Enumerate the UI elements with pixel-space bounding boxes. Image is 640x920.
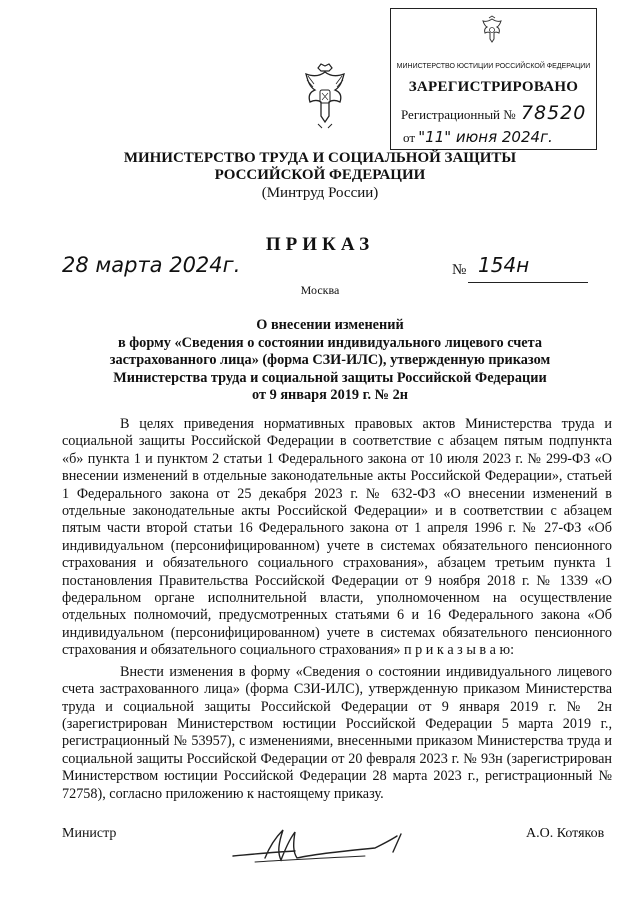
order-date-handwritten: 28 марта 2024г. [62, 253, 241, 277]
order-number-label: № [452, 262, 467, 278]
signatory-name: А.О. Котяков [526, 826, 605, 841]
document-title [60, 317, 600, 405]
stamp-date-value: "11" июня 2024г. [418, 128, 553, 146]
order-number-handwritten: 154н [478, 253, 530, 277]
stamp-ministry: МИНИСТЕРСТВО ЮСТИЦИИ РОССИЙСКОЙ ФЕДЕРАЦИИ [396, 63, 591, 70]
title-line-3: застрахованного лица» (форма СЗИ-ИЛС), утвержденную приказом [109, 352, 551, 368]
ministry-name-line2: РОССИЙСКОЙ ФЕДЕРАЦИИ [214, 167, 426, 183]
title-line-2: в форму «Сведения о состоянии индивидуального лицевого счета [117, 334, 543, 351]
registration-stamp [390, 8, 597, 150]
stamp-regnum-value: 78520 [520, 102, 587, 124]
body-paragraph-1: В целях приведения нормативных правовых актов Министерства труда и социальной защиты Российской Федерации в соответствие с абзацем пятым подпункта «б» пункта 1 и пунктом 2 статьи 1 Федерального закона от 10 июля 2023 г. № 299-ФЗ «О внесении изменений в отдельные законодательные акты Российской Федерации», статьей 1 Федерального закона от 25 декабря 2023 г. № 632-ФЗ «О внесении изменений в отдельные законодательные акты Российской Федерации» и в соответствии с абзацем пятым части второй статьи 16 Федерального закона от 1 апреля 1996 г. № 27-ФЗ «Об индивидуальном (персонифицированном) учете в системах обязательного пенсионного страхования и обязательного социального страхования», абзацем третьим пункта 1 постановления Правительства Российской Федерации от 9 ноября 2018 г. № 1339 «О федеральном органе исполнительной власти, уполномоченном на осуществление отдельных полномочий, предусмотренных статьями 6 и 16 Федерального закона «Об индивидуальном (персонифицированном) учете в системах обязательного пенсионного страхования и обязательного социального страхования» п р и к а з ы в а ю: [62, 416, 612, 659]
stamp-registered: ЗАРЕГИСТРИРОВАНО [408, 79, 579, 95]
stamp-regnum-row [401, 102, 586, 124]
ministry-short-name: (Минтруд России) [261, 185, 379, 201]
title-line-4: Министерства труда и социальной защиты Российской Федерации [113, 369, 547, 386]
document-type: ПРИКАЗ [265, 234, 375, 255]
signatory-role: Министр [62, 826, 117, 841]
body-paragraph-2: Внести изменения в форму «Сведения о состоянии индивидуального лицевого счета застрахованного лица» (форма СЗИ-ИЛС), утвержденную приказом Министерства труда и социальной защиты Российской Федерации от 9 января 2019 г. № 2н (зарегистрирован Министерством юстиции Российской Федерации 5 марта 2019 г., регистрационный № 53957), с изменениями, внесенными приказом Министерства труда и социальной защиты Российской Федерации от 20 февраля 2023 г. № 93н (зарегистрирован Министерством юстиции Российской Федерации 28 марта 2023 г., регистрационный № 72758), согласно приложению к настоящему приказу. [62, 663, 612, 802]
city: Москва [300, 283, 340, 297]
ministry-name-line1: МИНИСТЕРСТВО ТРУДА И СОЦИАЛЬНОЙ ЗАЩИТЫ [123, 150, 517, 166]
stamp-date-prefix: от [403, 130, 416, 145]
handwritten-signature [225, 818, 425, 868]
stamp-date-row [403, 128, 553, 146]
title-line-1: О внесении изменений [256, 317, 404, 333]
title-line-5: от 9 января 2019 г. № 2н [252, 387, 408, 403]
coat-of-arms-icon [300, 62, 350, 132]
stamp-coat-of-arms-icon [477, 15, 507, 45]
document-body [62, 416, 612, 803]
stamp-regnum-label: Регистрационный № [401, 107, 516, 122]
